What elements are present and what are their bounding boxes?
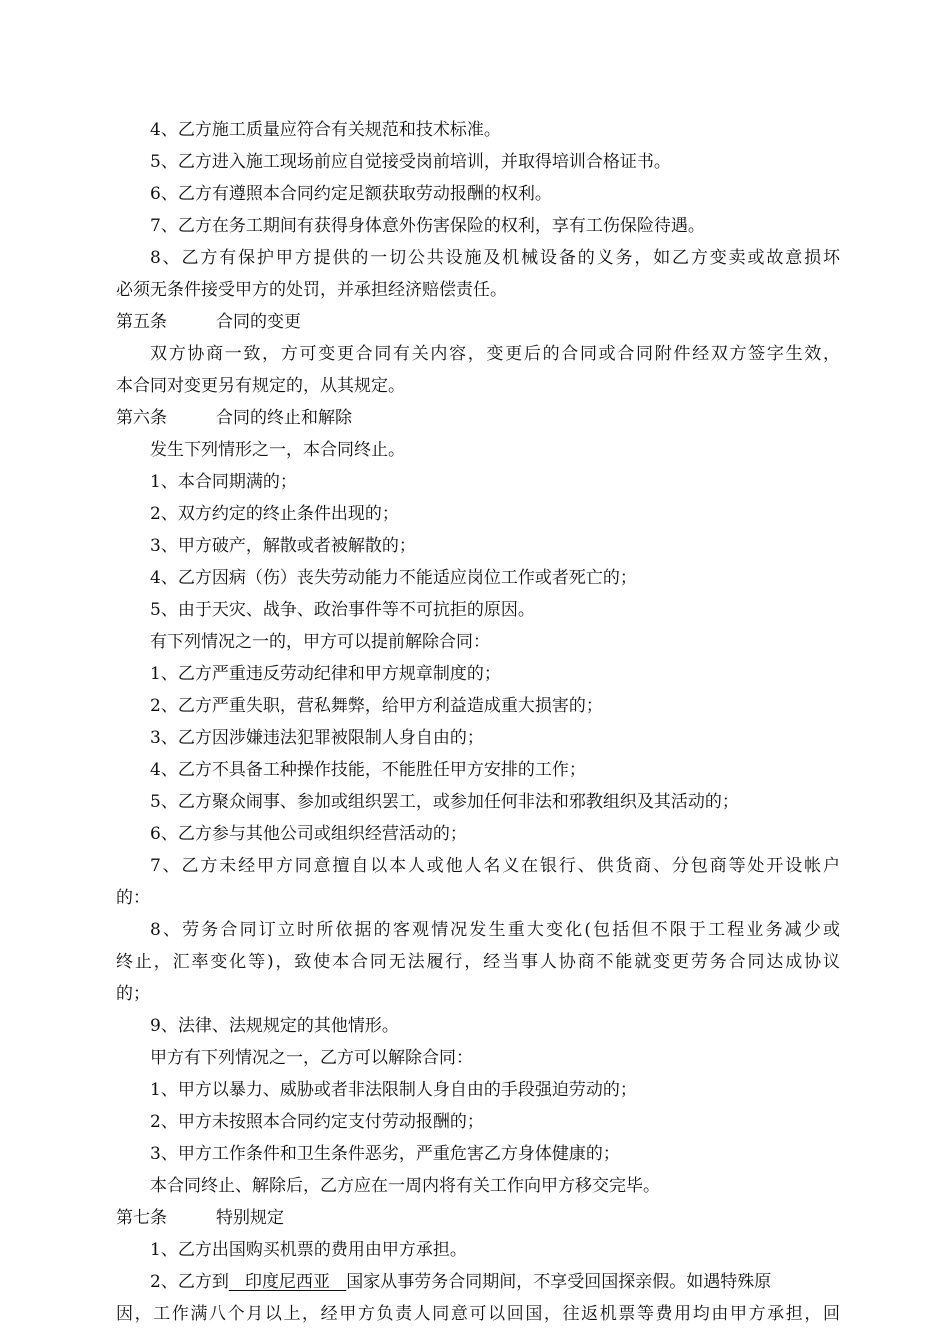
- article-title: 合同的变更: [216, 312, 301, 332]
- list-item: 2、双方约定的终止条件出现的；: [150, 504, 399, 524]
- list-item: 终止，汇率变化等)，致使本合同无法履行，经当事人协商不能就变更劳务合同达成协议: [116, 952, 840, 972]
- paragraph-line: 本合同对变更另有规定的，从其规定。: [116, 376, 405, 396]
- item-text: 国家从事劳务合同期间，不享受回国探亲假。如遇特殊原: [346, 1272, 772, 1292]
- list-item: 的；: [116, 984, 150, 1004]
- list-item: 1、乙方严重违反劳动纪律和甲方规章制度的；: [150, 664, 501, 684]
- article-number: 第六条: [116, 408, 167, 428]
- clause-line: 6、乙方有遵照本合同约定足额获取劳动报酬的权利。: [150, 184, 552, 204]
- list-item: 5、乙方聚众闹事、参加或组织罢工，或参加任何非法和邪教组织及其活动的；: [150, 792, 739, 812]
- paragraph-line: 双方协商一致，方可变更合同有关内容，变更后的合同或合同附件经双方签字生效，: [150, 344, 840, 364]
- destination-country-field: [229, 1272, 346, 1292]
- paragraph-line: 甲方有下列情况之一，乙方可以解除合同：: [150, 1048, 473, 1068]
- article-number: 第五条: [116, 312, 167, 332]
- paragraph-line: 本合同终止、解除后，乙方应在一周内将有关工作向甲方移交完毕。: [150, 1176, 660, 1196]
- item-prefix: 2、乙方到: [150, 1272, 229, 1292]
- article-5-heading: [116, 306, 840, 338]
- list-item: 1、甲方以暴力、威胁或者非法限制人身自由的手段强迫劳动的；: [150, 1080, 637, 1100]
- clause-line: 必须无条件接受甲方的处罚，并承担经济赔偿责任。: [116, 280, 507, 300]
- article-title: 特别规定: [216, 1208, 284, 1228]
- list-item: 8、劳务合同订立时所依据的客观情况发生重大变化(包括但不限于工程业务减少或: [150, 920, 840, 940]
- list-item: 5、由于天灾、战争、政治事件等不可抗拒的原因。: [150, 600, 535, 620]
- list-item: 7、乙方未经甲方同意擅自以本人或他人名义在银行、供货商、分包商等处开设帐户: [150, 856, 840, 876]
- list-item: 4、乙方不具备工种操作技能，不能胜任甲方安排的工作；: [150, 760, 586, 780]
- list-item: 因，工作满八个月以上，经甲方负责人同意可以回国，往返机票等费用均由甲方承担，回: [116, 1304, 840, 1324]
- article-title: 合同的终止和解除: [216, 408, 352, 428]
- list-item: 1、乙方出国购买机票的费用由甲方承担。: [150, 1240, 467, 1260]
- list-item: [116, 1266, 840, 1298]
- destination-country: 印度尼西亚: [245, 1272, 331, 1292]
- contract-body: [116, 114, 840, 1330]
- list-item: 3、乙方因涉嫌违法犯罪被限制人身自由的；: [150, 728, 484, 748]
- paragraph-line: 有下列情况之一的，甲方可以提前解除合同：: [150, 632, 490, 652]
- list-item: 的：: [116, 888, 150, 908]
- clause-line: 7、乙方在务工期间有获得身体意外伤害保险的权利，享有工伤保险待遇。: [150, 216, 705, 236]
- list-item: 9、法律、法规规定的其他情形。: [150, 1016, 399, 1036]
- paragraph-line: 发生下列情形之一，本合同终止。: [150, 440, 405, 460]
- list-item: 1、本合同期满的；: [150, 472, 297, 492]
- clause-line: 5、乙方进入施工现场前应自觉接受岗前培训，并取得培训合格证书。: [150, 152, 671, 172]
- article-number: 第七条: [116, 1208, 167, 1228]
- article-6-heading: [116, 402, 840, 434]
- clause-line: 4、乙方施工质量应符合有关规范和技术标准。: [150, 120, 501, 140]
- list-item: 2、乙方严重失职，营私舞弊，给甲方利益造成重大损害的；: [150, 696, 603, 716]
- list-item: 2、甲方未按照本合同约定支付劳动报酬的；: [150, 1112, 484, 1132]
- article-7-heading: [116, 1202, 840, 1234]
- list-item: 3、甲方破产，解散或者被解散的；: [150, 536, 416, 556]
- list-item: 4、乙方因病（伤）丧失劳动能力不能适应岗位工作或者死亡的；: [150, 568, 637, 588]
- list-item: 3、甲方工作条件和卫生条件恶劣，严重危害乙方身体健康的；: [150, 1144, 620, 1164]
- list-item: 6、乙方参与其他公司或组织经营活动的；: [150, 824, 467, 844]
- clause-line: 8、乙方有保护甲方提供的一切公共设施及机械设备的义务，如乙方变卖或故意损坏: [150, 248, 840, 268]
